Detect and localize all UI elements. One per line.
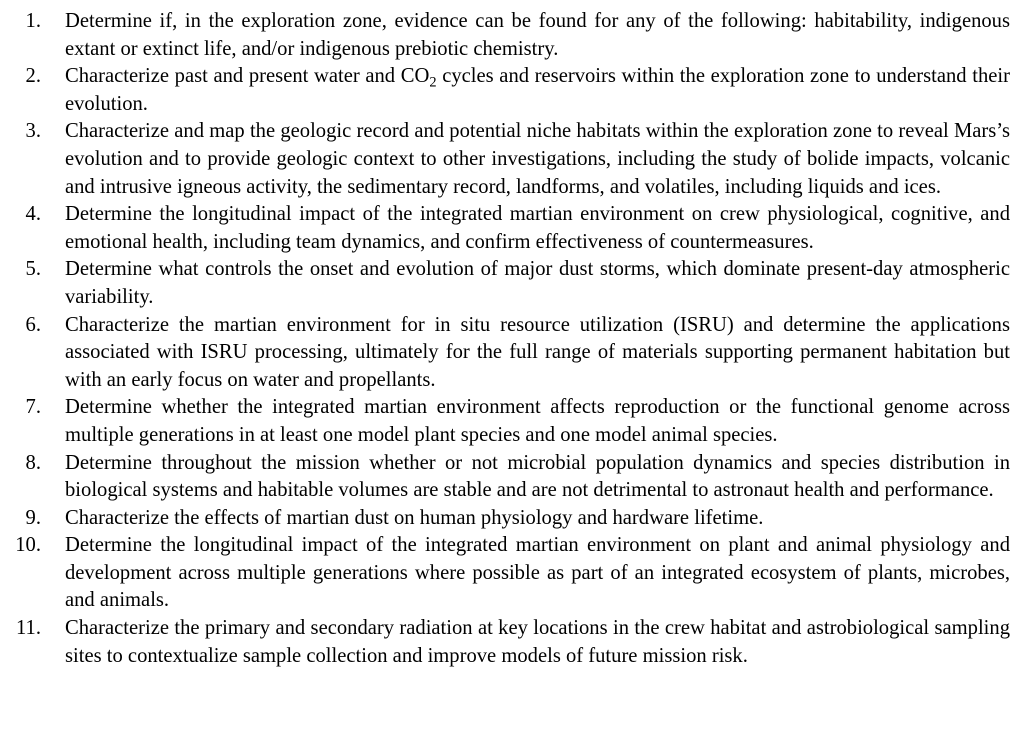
item-text: Characterize the primary and secondary radiation at key locations in the crew habitat and astrobiological sampling sites to contextualize sample collection and improve models of future mission risk. — [65, 617, 1010, 667]
item-number: 11. — [16, 617, 41, 640]
item-number: 2. — [25, 65, 41, 88]
objectives-list — [8, 8, 1010, 670]
list-item — [8, 394, 1010, 449]
item-text-part: cycles and reservoirs within the exploration zone to understand their evolution. — [65, 65, 1010, 115]
list-item — [8, 450, 1010, 505]
item-text: Determine the longitudinal impact of the integrated martian environment on plant and animal physiology and development across multiple generations where possible as part of an integrated ecosystem of plants, microbes, and animals. — [65, 534, 1010, 612]
item-text: Determine throughout the mission whether or not microbial population dynamics and species distribution in biological systems and habitable volumes are stable and are not detrimental to astronaut health and performance. — [65, 451, 1010, 502]
item-number: 8. — [25, 451, 41, 474]
item-text: Characterize and map the geologic record and potential niche habitats within the exploration zone to reveal Mars’s evolution and to provide geologic context to other investigations, including the study of bolide impacts, volcanic and intrusive igneous activity, the sedimentary record, landforms, and volatiles, including liquids and ices. — [65, 120, 1010, 198]
list-item — [8, 615, 1010, 670]
item-text: Determine whether the integrated martian environment affects reproduction or the functional genome across multiple generations in at least one model plant species and one model animal species. — [65, 396, 1010, 446]
list-item — [8, 256, 1010, 311]
item-number: 5. — [25, 258, 41, 281]
item-number: 9. — [25, 506, 41, 529]
item-number: 7. — [25, 396, 41, 419]
item-text: Determine what controls the onset and evolution of major dust storms, which dominate present-day atmospheric variability. — [65, 258, 1010, 308]
item-number: 10. — [15, 534, 41, 557]
item-text: Characterize the martian environment for in situ resource utilization (ISRU) and determine the applications associated with ISRU processing, ultimately for the full range of materials supporting permanent habitation but with an early focus on water and propellants. — [65, 313, 1010, 391]
list-item — [8, 532, 1010, 615]
list-item — [8, 118, 1010, 201]
item-number: 4. — [25, 203, 41, 226]
item-number: 1. — [25, 10, 41, 32]
item-number: 6. — [25, 313, 41, 336]
item-number: 3. — [25, 120, 41, 143]
list-item — [8, 63, 1010, 118]
item-text: Determine if, in the exploration zone, evidence can be found for any of the following: habitability, indigenous extant or extinct life, and/or indigenous prebiotic chemistry. — [65, 10, 1010, 60]
item-text: Characterize the effects of martian dust on human physiology and hardware lifetime. — [65, 506, 764, 529]
co2-subscript: 2 — [429, 74, 437, 91]
list-item — [8, 312, 1010, 395]
list-item — [8, 8, 1010, 63]
list-item — [8, 201, 1010, 256]
item-text-part: Characterize past and present water and CO — [65, 65, 430, 88]
item-text — [65, 63, 1010, 118]
list-item — [8, 505, 1010, 533]
item-text: Determine the longitudinal impact of the integrated martian environment on crew physiological, cognitive, and emotional health, including team dynamics, and confirm effectiveness of countermeasures. — [65, 203, 1010, 253]
